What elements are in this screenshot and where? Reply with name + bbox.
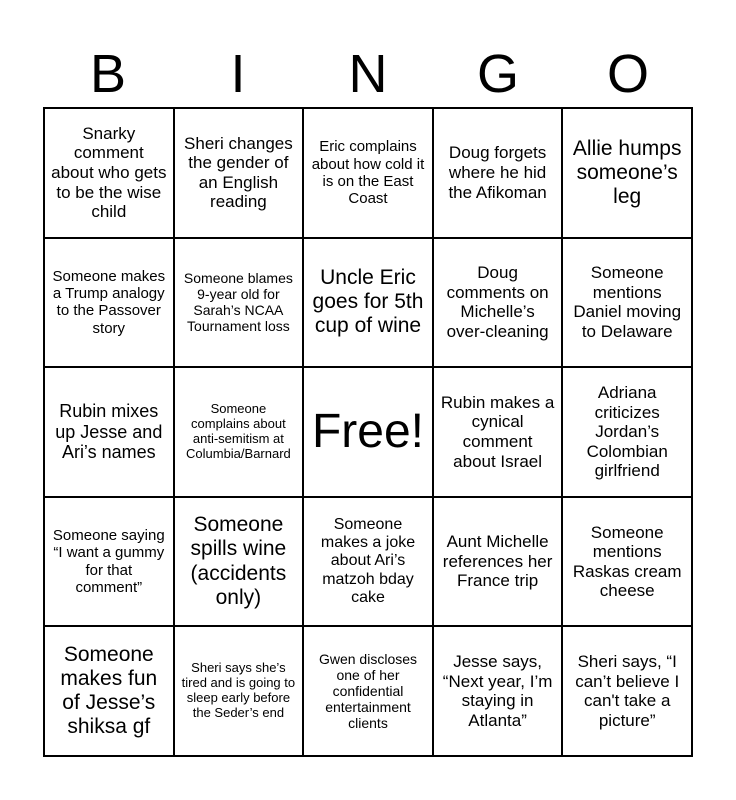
bingo-cell[interactable]: Eric complains about how cold it is on the East Coast xyxy=(303,108,433,238)
bingo-cell[interactable]: Someone makes fun of Jesse’s shiksa gf xyxy=(44,626,174,756)
bingo-cell[interactable]: Doug comments on Michelle’s over-cleaning xyxy=(433,238,563,368)
header-letter-i: I xyxy=(230,44,246,104)
bingo-cell[interactable]: Snarky comment about who gets to be the wise child xyxy=(44,108,174,238)
bingo-cell[interactable]: Sheri changes the gender of an English reading xyxy=(174,108,304,238)
bingo-card-grid xyxy=(43,107,693,757)
bingo-cell[interactable]: Someone makes a Trump analogy to the Passover story xyxy=(44,238,174,368)
header-letter-n: N xyxy=(348,44,388,104)
bingo-cell[interactable]: Allie humps someone’s leg xyxy=(562,108,692,238)
bingo-cell[interactable]: Someone saying “I want a gummy for that comment” xyxy=(44,497,174,627)
bingo-cell[interactable]: Doug forgets where he hid the Afikoman xyxy=(433,108,563,238)
header-letter-o: O xyxy=(606,44,649,104)
bingo-cell[interactable]: Jesse says, “Next year, I’m staying in Atlanta” xyxy=(433,626,563,756)
header-letter-g: G xyxy=(476,44,519,104)
bingo-header xyxy=(43,44,693,104)
free-space-cell[interactable]: Free! xyxy=(303,367,433,497)
bingo-cell[interactable]: Gwen discloses one of her confidential entertainment clients xyxy=(303,626,433,756)
bingo-cell[interactable]: Someone blames 9-year old for Sarah’s NCAA Tournament loss xyxy=(174,238,304,368)
bingo-cell[interactable]: Uncle Eric goes for 5th cup of wine xyxy=(303,238,433,368)
bingo-cell[interactable]: Sheri says, “I can’t believe I can't take a picture” xyxy=(562,626,692,756)
bingo-cell[interactable]: Someone mentions Raskas cream cheese xyxy=(562,497,692,627)
bingo-cell[interactable]: Someone mentions Daniel moving to Delaware xyxy=(562,238,692,368)
bingo-cell[interactable]: Adriana criticizes Jordan’s Colombian girlfriend xyxy=(562,367,692,497)
bingo-cell[interactable]: Someone spills wine (accidents only) xyxy=(174,497,304,627)
bingo-cell[interactable]: Rubin makes a cynical comment about Israel xyxy=(433,367,563,497)
bingo-cell[interactable]: Rubin mixes up Jesse and Ari’s names xyxy=(44,367,174,497)
bingo-cell[interactable]: Someone makes a joke about Ari’s matzoh bday cake xyxy=(303,497,433,627)
bingo-cell[interactable]: Someone complains about anti-semitism at Columbia/Barnard xyxy=(174,367,304,497)
bingo-cell[interactable]: Aunt Michelle references her France trip xyxy=(433,497,563,627)
bingo-cell[interactable]: Sheri says she’s tired and is going to sleep early before the Seder’s end xyxy=(174,626,304,756)
header-letter-b: B xyxy=(89,44,127,104)
